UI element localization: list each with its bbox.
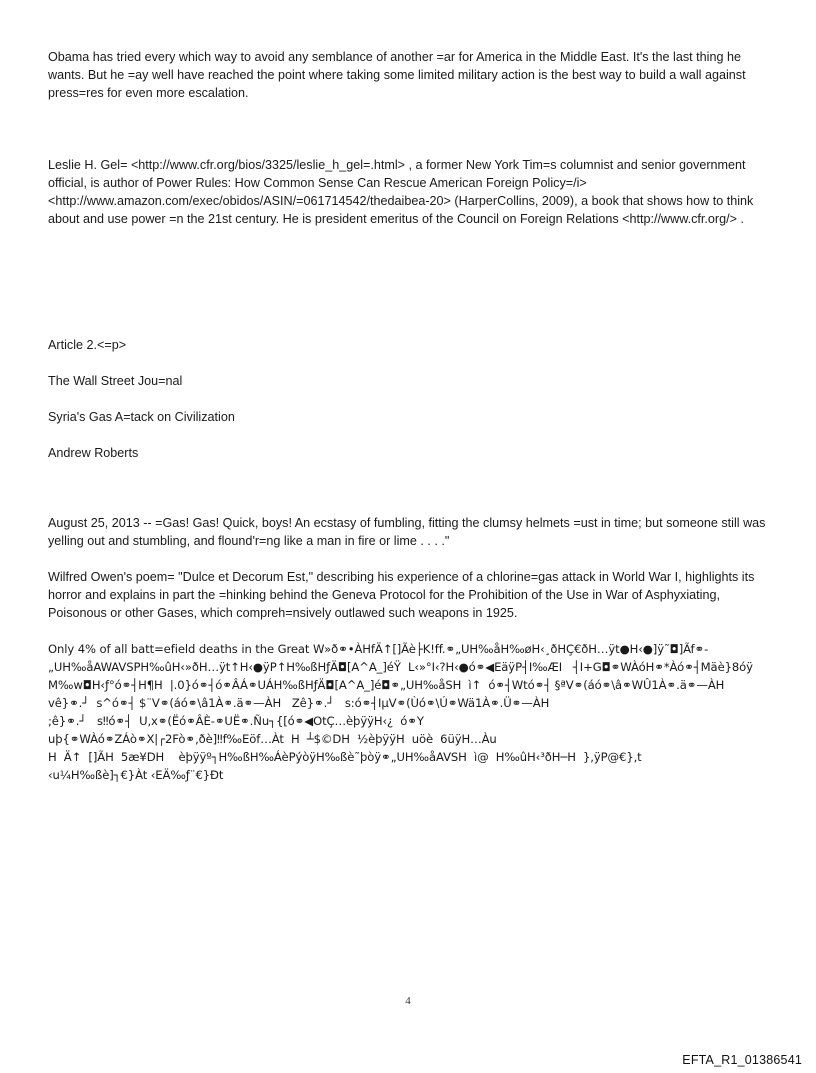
- garbled-line: ‹u¼H‰ßè]┐€}Àt ‹EÄ‰ƒ¨€}Ðt: [48, 768, 224, 782]
- publication-name: The Wall Street Jou=nal: [48, 374, 183, 388]
- paragraph-obama: Obama has tried every which way to avoid any semblance of another =ar for America in the Middle East. It's the last thing he wants. But he =ay well have reached the point where taking some limited military action is the best way to build a wall against press=res for even more escalation.: [48, 50, 746, 100]
- paragraph-author-bio: Leslie H. Gel= <http://www.cfr.org/bios/3325/leslie_h_gel=.html> , a former New York Tim=s columnist and senior government official, is author of Power Rules: How Common Sense Can Rescue American Foreign Policy=/i> <http://www.amazon.com/exec/obidos/ASIN/=061714542/thedaibea-20> (HarperCollins, 2009), a book that shows how to think about and use power =n the 21st century. He is president emeritus of the Council on Foreign Relations <http://www.cfr.org/> .: [48, 158, 754, 226]
- garbled-line: uþ{⚭WÀó⚭ZÁò⚭X|┌2Fò⚭‚ðè]‼f‰Eöf…Àt H ┴$©DH ½èþÿÿH uöè 6üÿH…Àu: [48, 732, 497, 746]
- garbled-line: „UH‰åAWAVSPH‰ûH‹»ðH…ÿt↑H‹●ÿP↑H‰ßHƒÄ◘[A^A_]éŸ L‹»°I‹?H‹●ó⚭◀EäÿP┤I‰ÆI ┤I+G◘⚭WÀóH⚭*Àó⚭┤Mäè}8óÿ: [48, 660, 753, 674]
- garbled-line: M‰w◘H‹ƒ°ó⚭┤H¶H |.0}ó⚭┤ó⚭ÂÁ⚭UÁH‰ßHƒÄ◘[A^A_]é◘⚭„UH‰åSH ì↑ ó⚭┤Wtó⚭┤ §ªV⚭(áó⚭\â⚭WÛ1À⚭.ä⚭—ÀH: [48, 678, 725, 692]
- article-label: Article 2.<=p>: [48, 338, 127, 352]
- page-number: 4: [405, 995, 411, 1007]
- garbled-line-intro: Only 4% of all batt=efield deaths in the Great W»ð⚭•ÀHfÄ↑[]Ãè├K!ff.⚭„UH‰åH‰øH‹¸ðHÇ€ðH…ÿt●H‹●]ÿ˜◘]Ãf⚭-: [48, 642, 709, 656]
- bates-number: EFTA_R1_01386541: [682, 1053, 802, 1067]
- paragraph-geneva-protocol: Wilfred Owen's poem= "Dulce et Decorum Est," describing his experience of a chlorine=gas attack in World War I, highlights its horror and explains in part the =hinking behind the Geneva Protocol for the Prohibition of the Use in War of Asphyxiating, Poisonous or other Gases, which compreh=nsively outlawed such weapons in 1925.: [48, 570, 755, 620]
- garbled-line: vê}⚭.┘ s^ó⚭┤ $¨V⚭(áó⚭\â1À⚭.ä⚭—ÀH Zê}⚭.┘ s:ó⚭┤IµV⚭(Ùó⚭\Ú⚭Wä1À⚭.Ü⚭—ÀH: [48, 696, 550, 710]
- garbled-line: H Ä↑ []ÃH 5æ¥DH èþÿÿº┐H‰ßH‰ÁèPýòÿH‰ßè˜þòÿ⚭„UH‰åAVSH ì@ H‰ûH‹³ðH─H },ÿP@€},t: [48, 750, 642, 764]
- article-headline: Syria's Gas A=tack on Civilization: [48, 410, 235, 424]
- paragraph-owen-quote: August 25, 2013 -- =Gas! Gas! Quick, boys! An ecstasy of fumbling, fitting the clumsy helmets =ust in time; but someone still was yelling out and stumbling, and flound'r=ng like a man in fire or lime . . . .": [48, 516, 766, 548]
- article-byline: Andrew Roberts: [48, 446, 139, 460]
- garbled-line: ;ê}⚭.┘ s‼ó⚭┤ U,x⚭(Ëó⚭ÂÈ‑⚭UË⚭.Ñu┐{[ó⚭◀OtÇ…èþÿÿH‹¿ ó⚭Y: [48, 714, 424, 728]
- paragraph-corrupted: [48, 640, 768, 784]
